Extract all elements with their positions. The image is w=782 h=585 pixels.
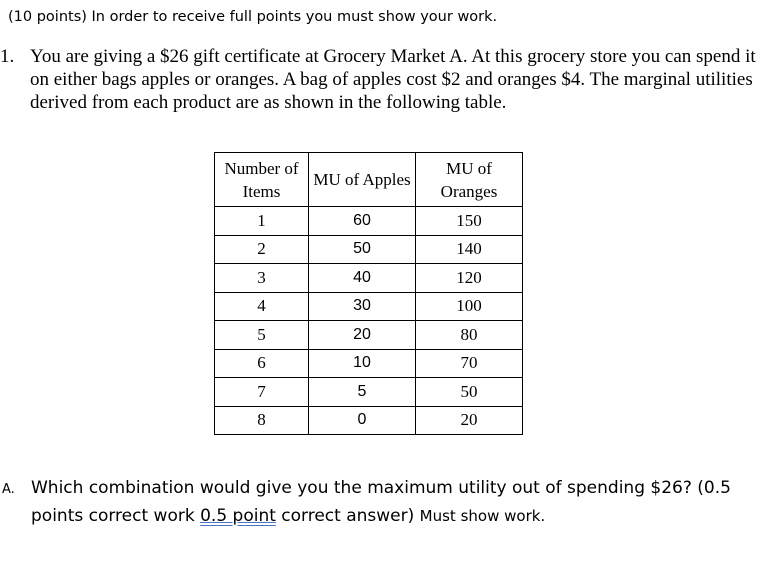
cell-mu-apples: 30 bbox=[309, 292, 416, 321]
cell-mu-oranges: 120 bbox=[416, 264, 523, 293]
table-row bbox=[215, 207, 523, 236]
cell-mu-oranges: 70 bbox=[416, 349, 523, 378]
cell-mu-oranges: 80 bbox=[416, 321, 523, 350]
cell-mu-oranges: 100 bbox=[416, 292, 523, 321]
cell-number-of-items: 1 bbox=[215, 207, 309, 236]
cell-mu-apples: 5 bbox=[309, 378, 416, 407]
cell-mu-apples: 20 bbox=[309, 321, 416, 350]
cell-mu-apples: 50 bbox=[309, 235, 416, 264]
cell-mu-oranges: 140 bbox=[416, 235, 523, 264]
cell-number-of-items: 5 bbox=[215, 321, 309, 350]
cell-mu-apples: 60 bbox=[309, 207, 416, 236]
marginal-utility-table bbox=[214, 152, 523, 435]
table-header-row bbox=[215, 153, 523, 207]
header-mu-apples: MU of Apples bbox=[309, 153, 416, 207]
question-a-text bbox=[31, 474, 771, 530]
question-a-underlined: 0.5 point bbox=[200, 506, 276, 526]
table-row bbox=[215, 264, 523, 293]
cell-mu-oranges: 20 bbox=[416, 406, 523, 435]
table-row bbox=[215, 321, 523, 350]
table-row bbox=[215, 406, 523, 435]
cell-number-of-items: 2 bbox=[215, 235, 309, 264]
question-1-text: You are giving a $26 gift certificate at Grocery Market A. At this grocery store you can spend it on either bags apples or oranges. A bag of apples cost $2 and oranges $4. The marginal utilities derived from each product are as shown in the following table. bbox=[30, 46, 756, 113]
question-a-text-before: Which combination would give you the maximum utility out of spending $26? (0.5 points correct work bbox=[31, 478, 731, 526]
cell-mu-apples: 40 bbox=[309, 264, 416, 293]
header-number-of-items: Number of Items bbox=[215, 153, 309, 207]
cell-mu-oranges: 150 bbox=[416, 207, 523, 236]
cell-number-of-items: 8 bbox=[215, 406, 309, 435]
table-row bbox=[215, 349, 523, 378]
question-a-text-after: correct answer) bbox=[275, 506, 420, 526]
table-row bbox=[215, 378, 523, 407]
cell-number-of-items: 7 bbox=[215, 378, 309, 407]
cell-mu-apples: 0 bbox=[309, 406, 416, 435]
question-1-number: 1. bbox=[0, 46, 15, 67]
header-mu-oranges: MU of Oranges bbox=[416, 153, 523, 207]
question-a-suffix: Must show work. bbox=[419, 507, 546, 525]
table-row bbox=[215, 292, 523, 321]
table-row bbox=[215, 235, 523, 264]
cell-number-of-items: 4 bbox=[215, 292, 309, 321]
instructions-header: (10 points) In order to receive full points you must show your work. bbox=[8, 9, 498, 25]
cell-mu-apples: 10 bbox=[309, 349, 416, 378]
cell-number-of-items: 3 bbox=[215, 264, 309, 293]
cell-mu-oranges: 50 bbox=[416, 378, 523, 407]
cell-number-of-items: 6 bbox=[215, 349, 309, 378]
question-a-label: A. bbox=[2, 482, 15, 497]
